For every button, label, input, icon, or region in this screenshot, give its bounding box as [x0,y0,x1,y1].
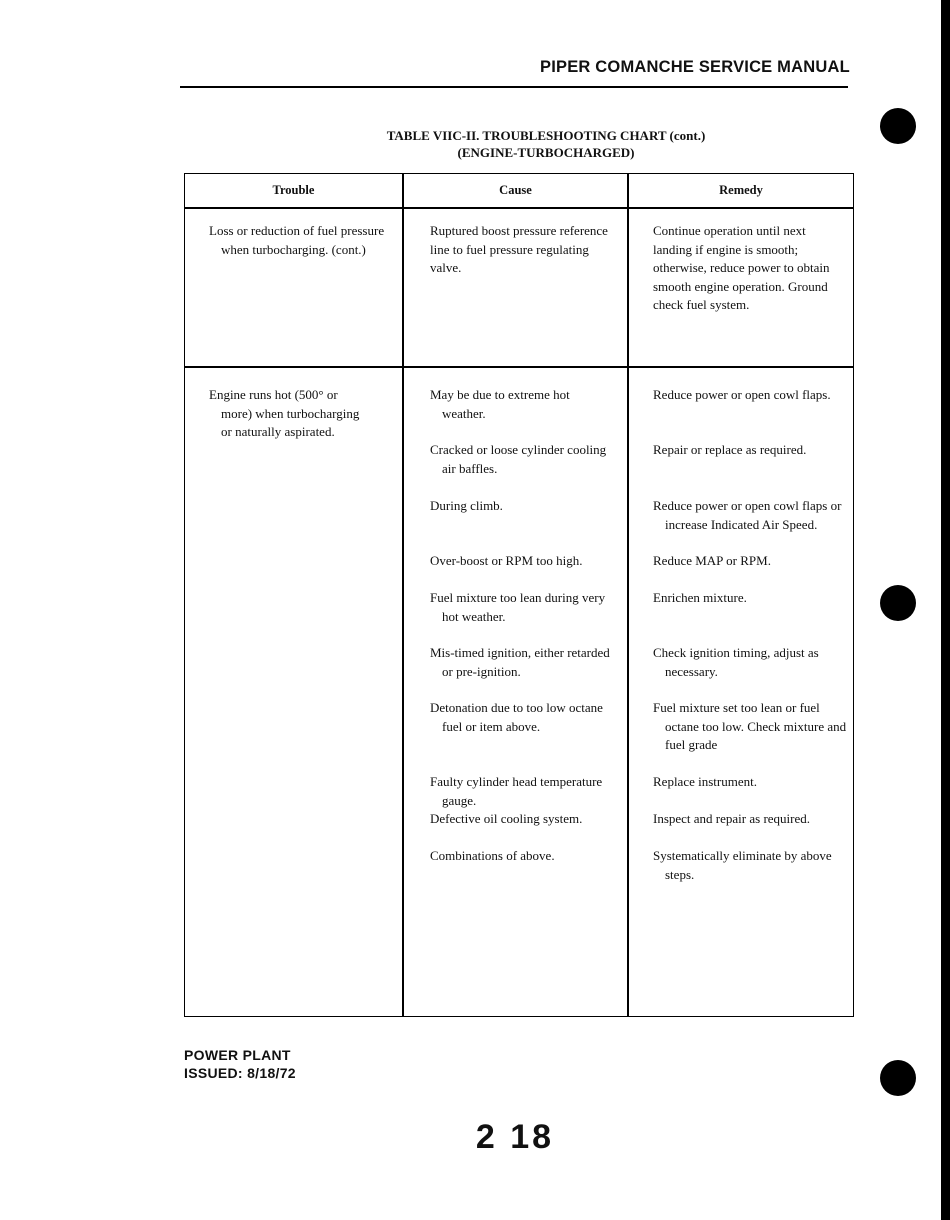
trouble-cell [209,222,389,259]
cause-cell [430,222,610,278]
row-divider [185,366,853,368]
page-edge-bar [941,0,950,1220]
binder-hole-top [880,108,916,144]
table-caption-title: TABLE VIIC-II. TROUBLESHOOTING CHART (cont.) [386,128,706,143]
remedy-text: Reduce MAP or RPM. [653,553,771,568]
page-number: 2 18 [475,1118,555,1156]
remedy-text: Enrichen mixture. [653,590,747,605]
remedy-text: Systematically eliminate by above steps. [653,848,832,882]
cause-text: During climb. [430,498,503,513]
cause-text: Cracked or loose cylinder cooling air baffles. [430,442,607,476]
remedy-text: Inspect and repair as required. [653,811,811,826]
cause-text: Combinations of above. [430,848,555,863]
footer [184,1046,296,1082]
remedy-text: Reduce power or open cowl flaps or increase Indicated Air Speed. [653,498,842,532]
binder-hole-middle [880,585,916,621]
troubleshooting-table [184,173,854,1017]
cause-text: Detonation due to too low octane fuel or item above. [430,700,603,734]
column-header-cause: Cause [499,183,532,197]
column-header-remedy: Remedy [719,183,763,197]
cause-text: Faulty cylinder head temperature gauge. [430,774,603,808]
cause-text: Fuel mixture too lean during very hot weather. [430,590,606,624]
column-header-trouble: Trouble [272,183,315,197]
cause-text: Ruptured boost pressure reference line to fuel pressure regulating valve. [430,223,608,275]
remedy-text: Replace instrument. [653,774,757,789]
column-divider [627,174,629,1016]
footer-issued-date: ISSUED: 8/18/72 [184,1065,296,1081]
table-caption [290,127,802,161]
remedy-text: Repair or replace as required. [653,442,807,457]
remedy-cell [653,222,843,315]
cause-text: Over-boost or RPM too high. [430,553,583,568]
remedy-text: Check ignition timing, adjust as necessary. [653,645,819,679]
trouble-cell [209,386,369,442]
column-divider [402,174,404,1016]
table-caption-subtitle: (ENGINE-TURBOCHARGED) [457,145,635,160]
trouble-text: Loss or reduction of fuel pressure when turbocharging. (cont.) [209,223,385,257]
binder-hole-bottom [880,1060,916,1096]
remedy-text: Fuel mixture set too lean or fuel octane too low. Check mixture and fuel grade [653,700,847,752]
cause-text: Mis-timed ignition, either retarded or pre-ignition. [430,645,610,679]
header-divider [185,207,853,209]
cause-text: Defective oil cooling system. [430,811,583,826]
remedy-text: Continue operation until next landing if engine is smooth; otherwise, reduce power to obtain smooth engine operation. Ground check fuel system. [653,223,830,312]
manual-title: PIPER COMANCHE SERVICE MANUAL [540,58,850,76]
remedy-text: Reduce power or open cowl flaps. [653,387,831,402]
footer-section: POWER PLANT [184,1047,291,1063]
header-rule [180,86,848,88]
trouble-text: Engine runs hot (500° or more) when turbocharging or naturally aspirated. [209,387,360,439]
cause-text: May be due to extreme hot weather. [430,387,570,421]
